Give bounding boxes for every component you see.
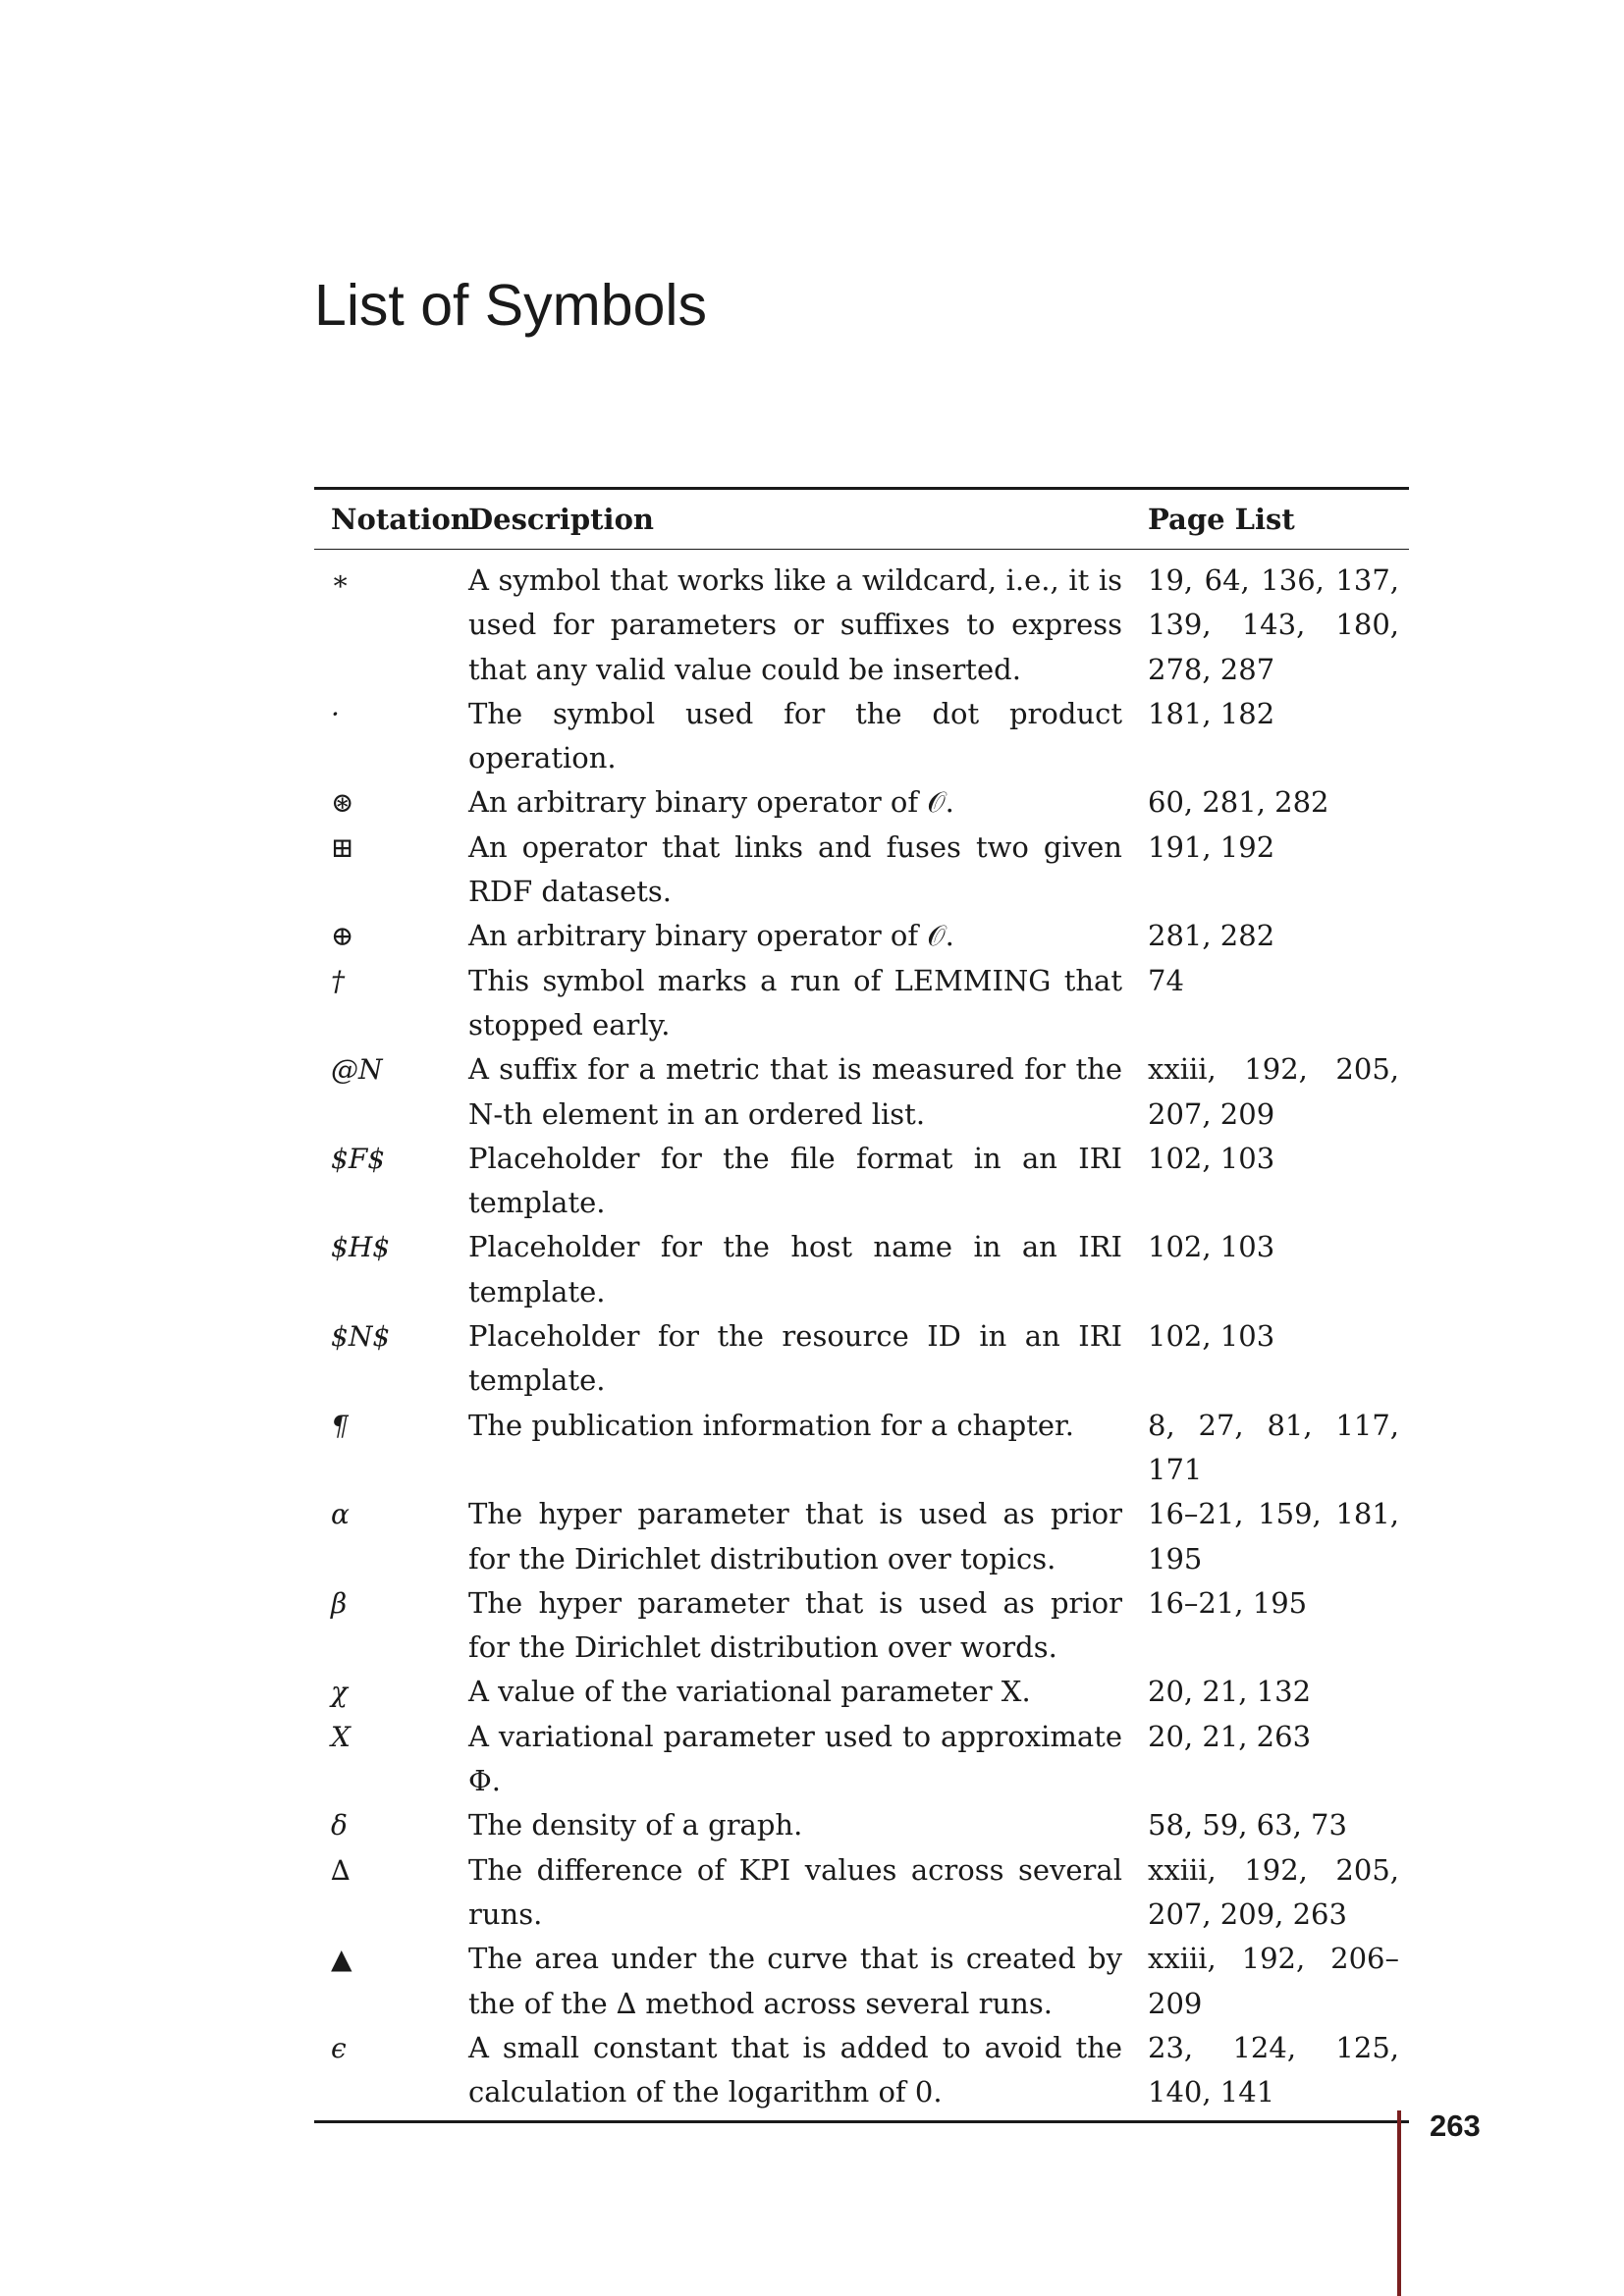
symbol-page-list: xxiii, 192, 205, 207, 209 <box>1148 1052 1399 1131</box>
table-row <box>314 1581 1409 1671</box>
symbol-notation: χ <box>331 1676 348 1709</box>
table-header-row <box>314 490 1409 550</box>
margin-rule <box>1397 2110 1401 2296</box>
header-page-list: Page List <box>1148 503 1295 536</box>
symbol-notation: ⊛ <box>331 786 354 820</box>
table-body <box>314 550 1409 2120</box>
table-row <box>314 780 1409 825</box>
symbol-description: A small constant that is added to avoid the calculation of the logarithm of 0. <box>468 2030 1122 2109</box>
symbol-page-list: 191, 192 <box>1148 829 1275 864</box>
symbol-description: The area under the curve that is created by the of the ∆ method across several runs. <box>468 1942 1122 2020</box>
symbol-page-list: 16–21, 159, 181, 195 <box>1148 1497 1399 1575</box>
table-row <box>314 1803 1409 1847</box>
symbol-description: Placeholder for the host name in an IRI template. <box>468 1230 1122 1308</box>
symbol-notation: ϵ <box>331 2031 347 2064</box>
symbol-notation: · <box>331 697 340 730</box>
symbol-description: An arbitrary binary operator of 𝒪. <box>468 919 954 953</box>
symbol-page-list: 20, 21, 132 <box>1148 1675 1312 1709</box>
symbol-page-list: 281, 282 <box>1148 919 1275 953</box>
table-row <box>314 1492 1409 1581</box>
symbol-notation: † <box>331 964 345 997</box>
table-row <box>314 1715 1409 1804</box>
table-row <box>314 2026 1409 2115</box>
symbols-table <box>314 487 1409 2123</box>
table-row <box>314 1848 1409 1938</box>
symbol-description: A value of the variational parameter X. <box>468 1675 1031 1709</box>
table-row <box>314 826 1409 915</box>
symbol-description: The difference of KPI values across several runs. <box>468 1852 1122 1931</box>
symbol-notation: ▲ <box>331 1943 352 1976</box>
header-description: Description <box>468 503 654 536</box>
symbol-notation: ∆ <box>331 1853 351 1887</box>
table-row <box>314 1225 1409 1314</box>
symbol-description: The density of a graph. <box>468 1808 803 1842</box>
symbol-notation: α <box>331 1498 350 1531</box>
symbol-page-list: 102, 103 <box>1148 1230 1275 1264</box>
symbol-description: The hyper parameter that is used as prior for the Dirichlet distribution over words. <box>468 1585 1122 1665</box>
symbol-notation: X <box>331 1720 351 1753</box>
page-number: 263 <box>1430 2109 1481 2143</box>
symbol-page-list: 102, 103 <box>1148 1319 1275 1354</box>
symbol-page-list: 23, 124, 125, 140, 141 <box>1148 2030 1399 2109</box>
table-row <box>314 1137 1409 1226</box>
symbol-notation: ¶ <box>331 1409 349 1442</box>
table-row <box>314 1937 1409 2026</box>
symbol-notation: δ <box>331 1809 348 1842</box>
table-row <box>314 959 1409 1048</box>
symbol-page-list: 8, 27, 81, 117, 171 <box>1148 1408 1399 1486</box>
table-row <box>314 914 1409 958</box>
table-row <box>314 692 1409 781</box>
symbol-description: The symbol used for the dot product operation. <box>468 696 1122 775</box>
symbol-description: A symbol that works like a wildcard, i.e., it is used for parameters or suffixes to express that any valid value could be inserted. <box>468 563 1122 686</box>
symbol-notation: ⊞ <box>331 830 354 864</box>
symbol-page-list: 102, 103 <box>1148 1141 1275 1175</box>
header-notation: Notation <box>331 503 471 536</box>
symbol-notation: $H$ <box>331 1231 391 1264</box>
symbol-description: A variational parameter used to approximate Φ. <box>468 1719 1122 1798</box>
symbol-notation: β <box>331 1586 348 1620</box>
table-row <box>314 1047 1409 1137</box>
symbol-description: The hyper parameter that is used as prior for the Dirichlet distribution over topics. <box>468 1497 1122 1575</box>
symbol-page-list: 74 <box>1148 963 1184 997</box>
symbol-page-list: 58, 59, 63, 73 <box>1148 1808 1347 1842</box>
table-row <box>314 1670 1409 1714</box>
symbol-page-list: 19, 64, 136, 137, 139, 143, 180, 278, 287 <box>1148 563 1399 686</box>
symbol-description: This symbol marks a run of LEMMING that stopped early. <box>468 963 1122 1041</box>
symbol-description: An arbitrary binary operator of 𝒪. <box>468 785 954 820</box>
symbol-page-list: xxiii, 192, 206–209 <box>1148 1942 1399 2020</box>
table-row <box>314 559 1409 692</box>
symbol-page-list: 16–21, 195 <box>1148 1585 1308 1620</box>
symbol-description: Placeholder for the file format in an IRI template. <box>468 1141 1122 1220</box>
symbol-description: Placeholder for the resource ID in an IRI template. <box>468 1319 1122 1398</box>
symbol-page-list: 181, 182 <box>1148 696 1275 730</box>
symbol-notation: ⊕ <box>331 920 354 953</box>
table-row <box>314 1404 1409 1493</box>
table-row <box>314 1314 1409 1404</box>
page-title: List of Symbols <box>314 273 708 338</box>
symbol-description: A suffix for a metric that is measured for the N-th element in an ordered list. <box>468 1052 1122 1131</box>
symbol-description: An operator that links and fuses two given RDF datasets. <box>468 829 1122 909</box>
symbol-page-list: xxiii, 192, 205, 207, 209, 263 <box>1148 1852 1399 1931</box>
symbol-notation: $F$ <box>331 1142 386 1175</box>
symbol-notation: ∗ <box>331 564 351 597</box>
symbol-page-list: 20, 21, 263 <box>1148 1719 1312 1753</box>
symbol-page-list: 60, 281, 282 <box>1148 785 1329 820</box>
symbol-notation: $N$ <box>331 1320 391 1354</box>
symbol-notation: @N <box>331 1053 383 1087</box>
symbol-description: The publication information for a chapter. <box>468 1408 1074 1442</box>
